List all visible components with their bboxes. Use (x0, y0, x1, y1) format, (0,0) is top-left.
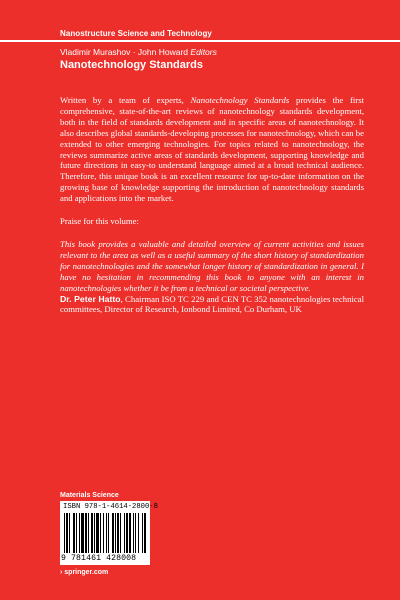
editor-names: Vladimir Murashov · John Howard (60, 47, 189, 57)
series-name: Nanostructure Science and Technology (60, 29, 212, 38)
review-attribution (60, 294, 364, 316)
reviewer-details: , Chairman ISO TC 229 and CEN TC 352 nanotechnologies technical committees, Director of Research, Ionbond Limited, Co Durham, UK (60, 293, 364, 315)
editors-line (60, 47, 217, 57)
publisher-url: › springer.com (60, 569, 109, 576)
description-paragraph (60, 95, 364, 204)
praise-heading: Praise for this volume: (60, 216, 139, 227)
reviewer-name: Dr. Peter Hatto (60, 293, 121, 304)
review-quote: This book provides a valuable and detailed overview of current activities and issues relevant to the area as well as a useful summary of the short history of standardization for nanotechnologies and the somewhat longer history of standardization in general. I have no hesitation in recommending this book to anyone with an interest in nanotechnologies whether it be from a technical or societal perspective. (60, 238, 364, 293)
header-divider (0, 40, 400, 42)
barcode-block (60, 501, 158, 565)
barcode-icon (64, 513, 146, 553)
intro-rest: provides the first comprehensive, state-of-the-art reviews of nanotechnology standards development, both in the field of standards development and in specific areas of nanotechnology. It also describes global standards-developing processes for nanotechnology, which can be extended to other emerging technologies. For topics related to nanotechnology, the reviews summarize active areas of standards development, supporting knowledge and future directions in easy-to understand language aimed at a broad technical audience. Therefore, this unique book is an excellent resource for up-to-date information on the growing base of knowledge supporting the introduction of nanotechnology standards and applications into the market. (60, 95, 364, 204)
back-cover-text (60, 95, 364, 315)
isbn-number: ISBN 978-1-4614-2800-8 (63, 503, 158, 511)
book-title: Nanotechnology Standards (60, 59, 204, 71)
barcode-digits: 9 781461 428008 (61, 554, 137, 563)
subject-category: Materials Science (60, 492, 119, 499)
intro-title: Nanotechnology Standards (190, 95, 290, 105)
intro-prefix: Written by a team of experts, (60, 95, 191, 105)
editors-label: Editors (190, 47, 217, 57)
